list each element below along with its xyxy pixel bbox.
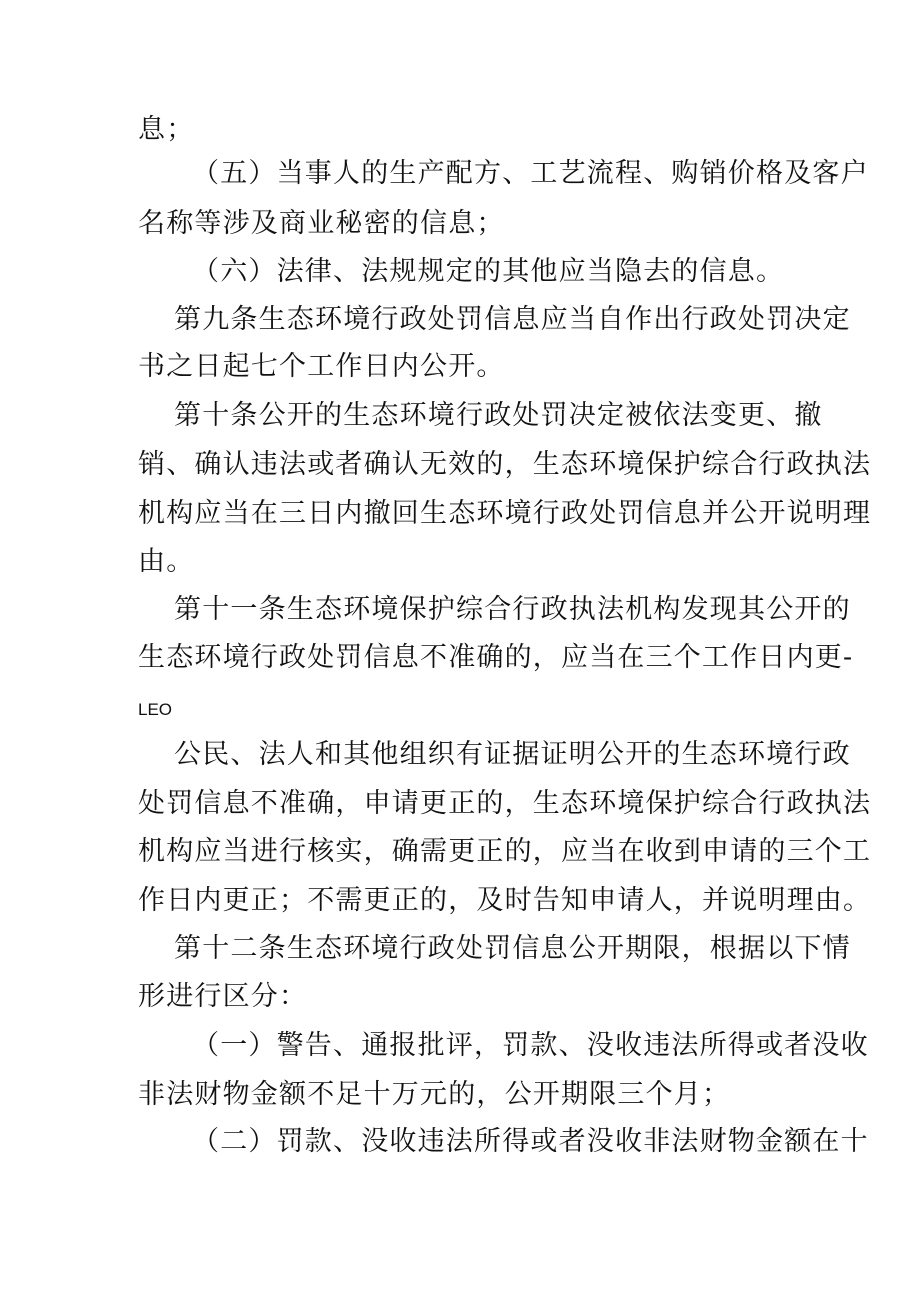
- text-line: 第十二条生态环境行政处罚信息公开期限，根据以下情: [174, 933, 851, 964]
- text-line: 机构应当在三日内撤回生态环境行政处罚信息并公开说明理: [138, 498, 872, 529]
- text-line: 形进行区分：: [138, 981, 308, 1012]
- text-line: 由。: [138, 546, 195, 577]
- text-line: LEO: [138, 700, 173, 719]
- text-line: 机构应当进行核实，确需更正的，应当在收到申请的三个工: [138, 836, 872, 867]
- text-line: 第十一条生态环境保护综合行政执法机构发现其公开的: [174, 594, 851, 625]
- text-line: 名称等涉及商业秘密的信息；: [138, 208, 505, 239]
- text-line: （一）警告、通报批评，罚款、没收违法所得或者没收: [192, 1030, 869, 1061]
- text-line: 非法财物金额不足十万元的，公开期限三个月；: [138, 1079, 731, 1110]
- text-line: 息；: [138, 114, 195, 145]
- text-line: （六）法律、法规规定的其他应当隐去的信息。: [192, 256, 785, 287]
- text-line: 书之日起七个工作日内公开。: [138, 351, 505, 382]
- text-line: 销、确认违法或者确认无效的，生态环境保护综合行政执法: [138, 449, 872, 480]
- text-line: 生态环境行政处罚信息不准确的，应当在三个工作日内更-: [138, 642, 854, 673]
- text-line: 公民、法人和其他组织有证据证明公开的生态环境行政: [174, 739, 851, 770]
- text-line: （二）罚款、没收违法所得或者没收非法财物金额在十: [192, 1126, 869, 1157]
- text-line: （五）当事人的生产配方、工艺流程、购销价格及客户: [192, 158, 869, 189]
- text-line: 第九条生态环境行政处罚信息应当自作出行政处罚决定: [174, 304, 851, 335]
- text-line: 作日内更正；不需更正的，及时告知申请人，并说明理由。: [138, 885, 872, 916]
- text-line: 处罚信息不准确，申请更正的，生态环境保护综合行政执法: [138, 788, 872, 819]
- text-line: 第十条公开的生态环境行政处罚决定被依法变更、撤: [174, 400, 823, 431]
